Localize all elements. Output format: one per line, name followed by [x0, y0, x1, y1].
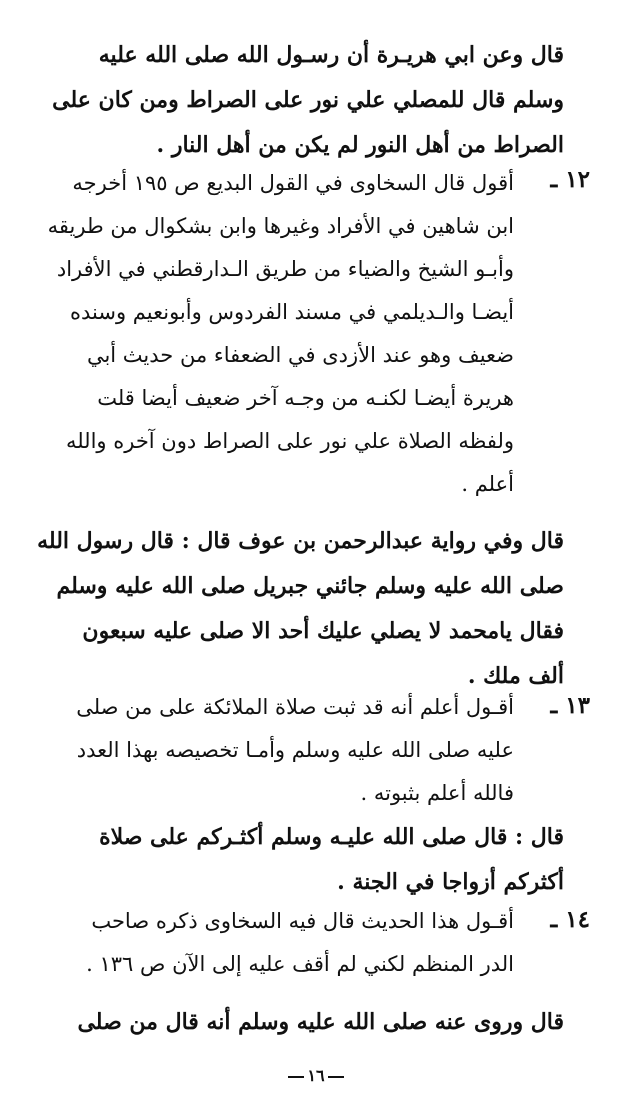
page-number-ornament	[288, 1076, 304, 1078]
hadith-block-3	[64, 815, 564, 905]
commentary-block-12	[47, 162, 514, 506]
text-line: قال : قال صلى الله عليـه وسلم أكثـركم على صلاة	[99, 824, 564, 850]
page-number-text: ١٦	[307, 1066, 325, 1085]
text-line: ألف ملك .	[467, 663, 564, 689]
text-line: أعلم .	[461, 472, 514, 496]
hadith-block-4	[64, 1000, 564, 1045]
text-line: فقال يامحمد لا يصلي عليك أحد الا صلى عليه سبعون	[82, 618, 564, 644]
text-line: فالله أعلم بثبوته .	[360, 781, 514, 805]
page-number-ornament	[328, 1076, 344, 1078]
text-line: الصراط من أهل النور لم يكن من أهل النار .	[156, 132, 564, 158]
note-number-12: ١٢ ـ	[550, 166, 590, 193]
text-line: أقـول أعلم أنه قد ثبت صلاة الملائكة على من صلى	[76, 695, 514, 719]
note-number-13: ١٣ ـ	[550, 692, 590, 719]
text-line: وسلم قال للمصلي علي نور على الصراط ومن كان على	[52, 87, 564, 113]
text-line: ولفظه الصلاة علي نور على الصراط دون آخره والله	[65, 429, 514, 453]
text-line: أيضـا والـديلمي في مسند الفردوس وأبونعيم وسنده	[70, 300, 514, 324]
hadith-block-2	[37, 519, 564, 699]
text-line: قال وعن ابي هريـرة أن رسـول الله صلى الله عليه	[98, 42, 564, 68]
text-line: صلى الله عليه وسلم جائني جبريل صلى الله عليه وسلم	[56, 573, 564, 599]
text-line: أقول قال السخاوى في القول البديع ص ١٩٥ أخرجه	[72, 171, 514, 195]
text-line: قال وروى عنه صلى الله عليه وسلم أنه قال من صلى	[77, 1009, 564, 1035]
commentary-block-13	[64, 686, 514, 815]
text-line: قال وفي رواية عبدالرحمن بن عوف قال : قال رسول الله	[37, 528, 564, 554]
text-line: أقـول هذا الحديث قال فيه السخاوى ذكره صاحب	[91, 909, 514, 933]
note-number-14: ١٤ ـ	[550, 906, 590, 933]
text-line: أكثركم أزواجا في الجنة .	[337, 869, 564, 895]
text-line: عليه صلى الله عليه وسلم وأمـا تخصيصه بهذا العدد	[76, 738, 514, 762]
text-line: وأبـو الشيخ والضياء من طريق الـدارقطني في الأفراد	[56, 257, 514, 281]
text-line: ضعيف وهو عند الأزدى في الضعفاء من حديث أبي	[86, 343, 514, 367]
hadith-block-1	[52, 33, 564, 168]
commentary-block-14	[64, 900, 514, 986]
text-line: ابن شاهين في الأفراد وغيرها وابن بشكوال من طريقه	[47, 214, 514, 238]
page-number	[0, 1066, 632, 1085]
text-line: هريرة أيضـا لكنـه من وجـه آخر ضعيف أيضا قلت	[97, 386, 514, 410]
text-line: الدر المنظم لكني لم أقف عليه إلى الآن ص ١٣٦ .	[86, 952, 514, 976]
